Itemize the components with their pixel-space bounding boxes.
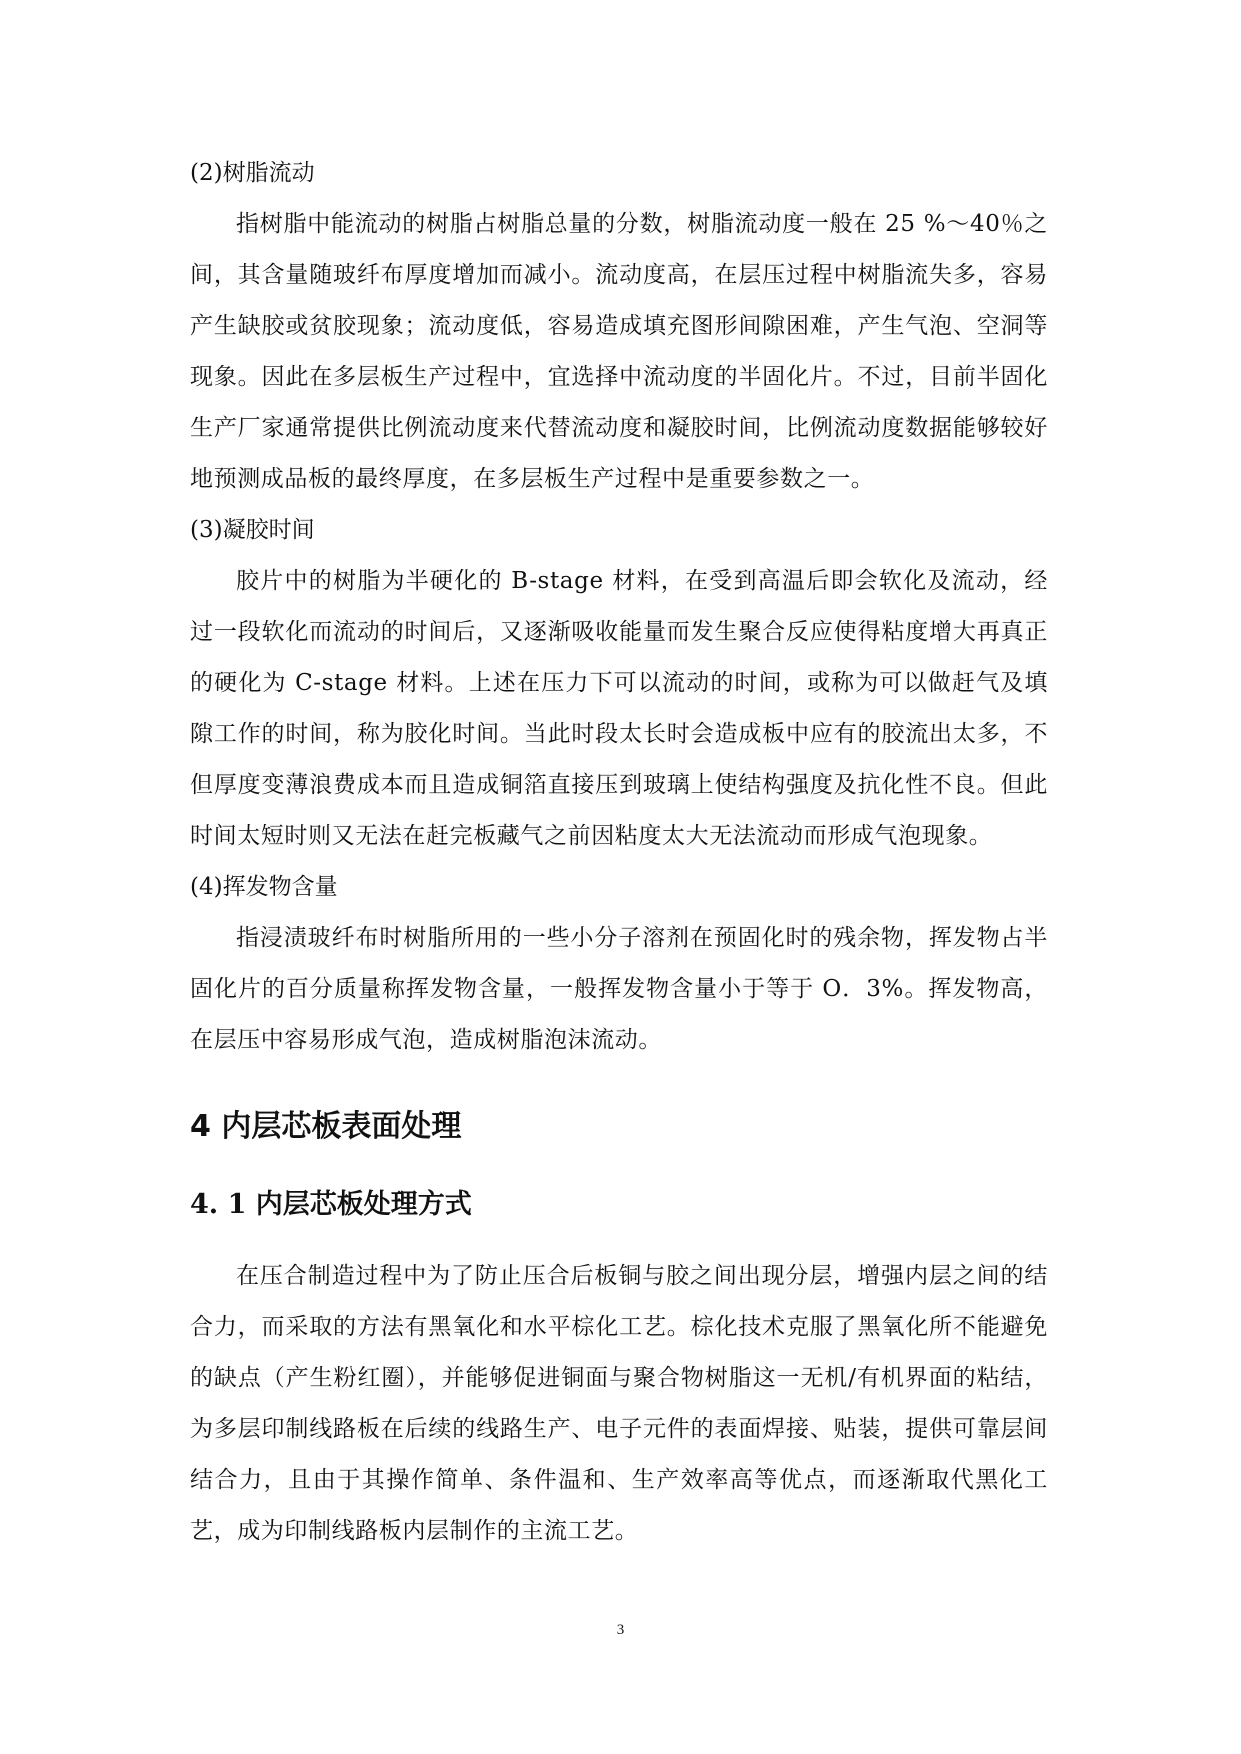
resin-flow-paragraph: 指树脂中能流动的树脂占树脂总量的分数，树脂流动度一般在 25 %～40％之间，其含量随玻纤布厚度增加而减小。流动度高，在层压过程中树脂流失多，容易产生缺胶或贫胶现象；流动度低，容易造成填充图形间隙困难，产生气泡、空洞等现象。因此在多层板生产过程中，宜选择中流动度的半固化片。不过，目前半固化生产厂家通常提供比例流动度来代替流动度和凝胶时间，比例流动度数据能够较好地预测成品板的最终厚度，在多层板生产过程中是重要参数之一。 [190, 211, 1048, 492]
section-4-1-heading: 4. 1 内层芯板处理方式 [190, 1189, 472, 1220]
gel-time-paragraph: 胶片中的树脂为半硬化的 B-stage 材料，在受到高温后即会软化及流动，经过一段软化而流动的时间后，又逐渐吸收能量而发生聚合反应使得粘度增大再真正的硬化为 C-stage 材料。上述在压力下可以流动的时间，或称为可以做赶气及填隙工作的时间，称为胶化时间。当此时段太长时会造成板中应有的胶流出太多，不但厚度变薄浪费成本而且造成铜箔直接压到玻璃上使结构强度及抗化性不良。但此时间太短时则又无法在赶完板藏气之前因粘度太大无法流动而形成气泡现象。 [190, 568, 1048, 849]
page-content [190, 148, 1048, 1557]
section-4-1-paragraph: 在压合制造过程中为了防止压合后板铜与胶之间出现分层，增强内层之间的结合力，而采取的方法有黑氧化和水平棕化工艺。棕化技术克服了黑氧化所不能避免的缺点（产生粉红圈），并能够促进铜面与聚合物树脂这一无机/有机界面的粘结，为多层印制线路板在后续的线路生产、电子元件的表面焊接、贴装，提供可靠层间结合力，且由于其操作简单、条件温和、生产效率高等优点，而逐渐取代黑化工艺，成为印制线路板内层制作的主流工艺。 [190, 1263, 1048, 1544]
volatile-content-paragraph: 指浸渍玻纤布时树脂所用的一些小分子溶剂在预固化时的残余物，挥发物占半固化片的百分质量称挥发物含量，一般挥发物含量小于等于 O．3%。挥发物高，在层压中容易形成气泡，造成树脂泡沫流动。 [190, 925, 1048, 1053]
section-4-heading: 4 内层芯板表面处理 [190, 1109, 462, 1144]
gel-time-heading: (3)凝胶时间 [190, 517, 315, 543]
volatile-content-heading: (4)挥发物含量 [190, 874, 338, 900]
page-number: 3 [616, 1622, 625, 1638]
resin-flow-heading: (2)树脂流动 [190, 160, 315, 186]
